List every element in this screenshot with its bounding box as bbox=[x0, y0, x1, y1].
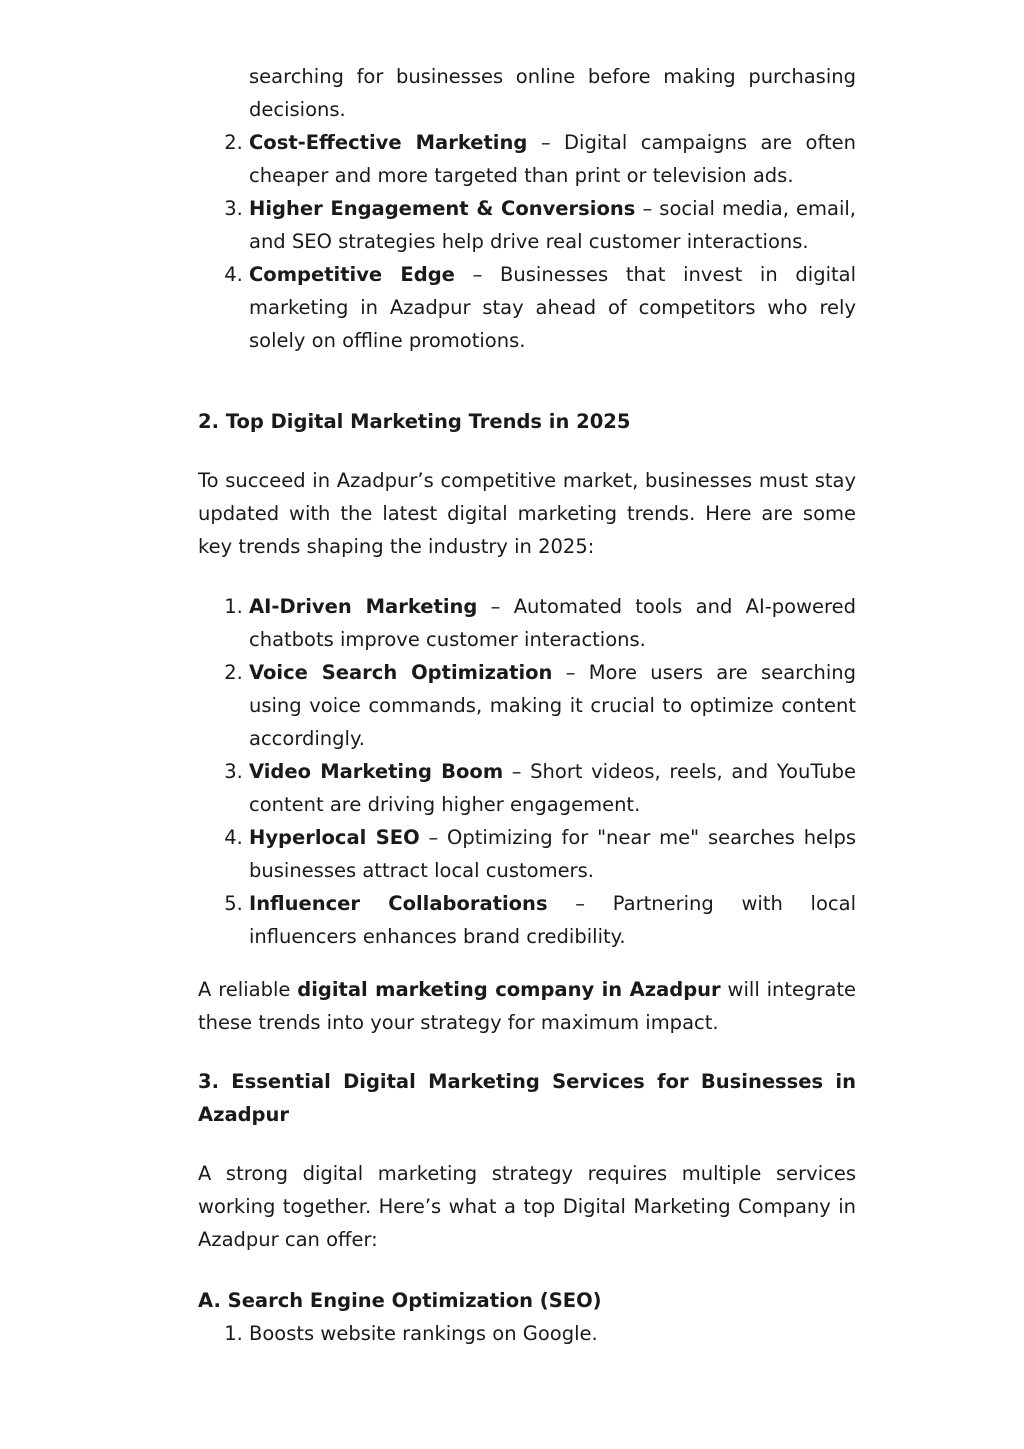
benefits-list bbox=[198, 60, 856, 126]
item-text: – Partnering with local influencers enhances brand credibility. bbox=[249, 892, 856, 948]
item-title: AI-Driven Marketing bbox=[249, 595, 478, 618]
item-text: – Optimizing for "near me" searches helps businesses attract local customers. bbox=[249, 826, 857, 882]
item-text: Boosts website rankings on Google. bbox=[249, 1322, 598, 1345]
list-item bbox=[249, 821, 856, 887]
seo-list bbox=[198, 1317, 856, 1350]
closing-pre: A reliable bbox=[198, 978, 298, 1001]
item-title: Cost-Effective Marketing bbox=[249, 131, 528, 154]
list-item bbox=[249, 258, 856, 357]
item-text: – Short videos, reels, and YouTube content are driving higher engagement. bbox=[249, 760, 856, 816]
section-2-heading: 2. Top Digital Marketing Trends in 2025 bbox=[198, 410, 631, 433]
list-item bbox=[249, 126, 856, 192]
trends-list bbox=[198, 590, 856, 953]
list-item bbox=[249, 887, 856, 953]
item-title: Competitive Edge bbox=[249, 263, 455, 286]
continued-text: searching for businesses online before making purchasing decisions. bbox=[249, 65, 856, 121]
section-2-closing bbox=[198, 973, 856, 1039]
document-page bbox=[198, 60, 856, 1350]
list-item bbox=[249, 1317, 856, 1350]
item-text: – More users are searching using voice commands, making it crucial to optimize content accordingly. bbox=[249, 661, 856, 750]
subsection-a-heading: A. Search Engine Optimization (SEO) bbox=[198, 1289, 602, 1312]
item-title: Influencer Collaborations bbox=[249, 892, 548, 915]
closing-bold: digital marketing company in Azadpur bbox=[297, 978, 721, 1001]
item-title: Voice Search Optimization bbox=[249, 661, 553, 684]
benefits-list-items bbox=[198, 126, 856, 357]
section-3-intro: A strong digital marketing strategy requires multiple services working together. Here’s what a top Digital Marketing Company in Azadpur can offer: bbox=[198, 1162, 856, 1251]
item-title: Higher Engagement & Conversions bbox=[249, 197, 636, 220]
section-3-heading: 3. Essential Digital Marketing Services for Businesses in Azadpur bbox=[198, 1070, 856, 1126]
item-text: – social media, email, and SEO strategies help drive real customer interactions. bbox=[249, 197, 856, 253]
item-text: – Automated tools and AI-powered chatbots improve customer interactions. bbox=[249, 595, 856, 651]
list-item bbox=[249, 656, 856, 755]
item-text: – Businesses that invest in digital marketing in Azadpur stay ahead of competitors who rely solely on offline promotions. bbox=[249, 263, 856, 352]
list-item bbox=[249, 192, 856, 258]
list-item bbox=[249, 755, 856, 821]
item-title: Video Marketing Boom bbox=[249, 760, 504, 783]
item-text: – Digital campaigns are often cheaper and more targeted than print or television ads. bbox=[249, 131, 857, 187]
closing-post: will integrate these trends into your strategy for maximum impact. bbox=[198, 978, 856, 1034]
section-2-intro: To succeed in Azadpur’s competitive market, businesses must stay updated with the latest digital marketing trends. Here are some key trends shaping the industry in 2025: bbox=[198, 469, 856, 558]
item-title: Hyperlocal SEO bbox=[249, 826, 420, 849]
list-item bbox=[249, 590, 856, 656]
list-item-continued bbox=[249, 60, 856, 126]
